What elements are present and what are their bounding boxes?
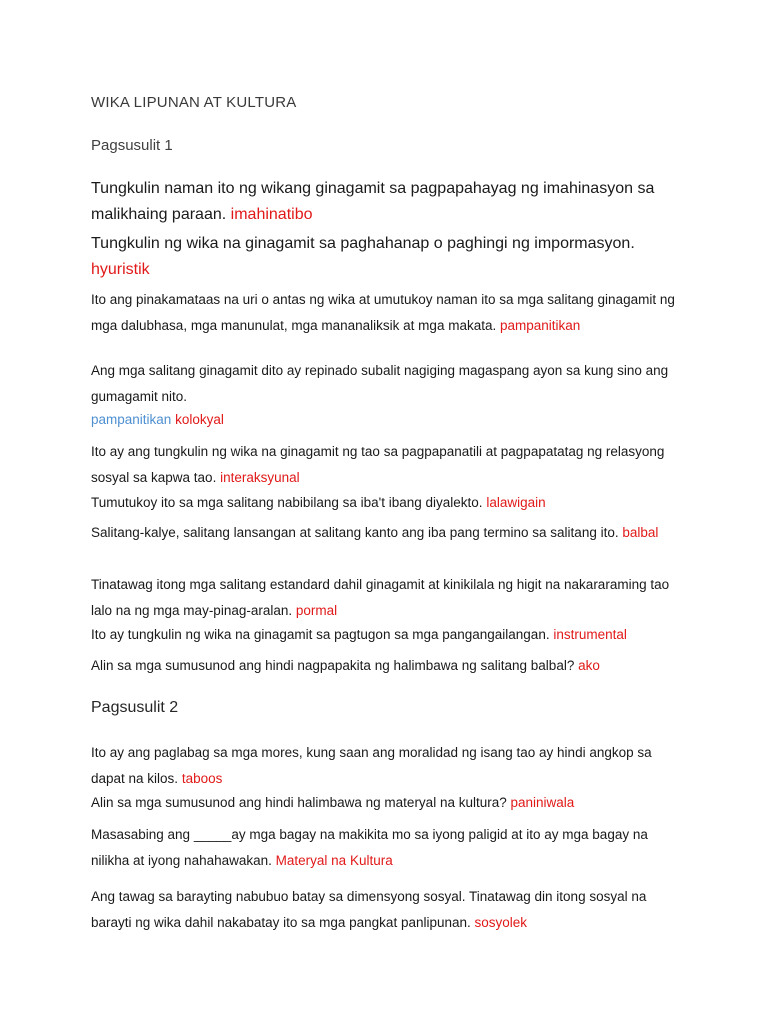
question-item: [91, 740, 681, 792]
question-text: Tungkulin naman ito ng wikang ginagamit sa pagpapahayag ng imahinasyon sa malikhaing paraan.: [91, 180, 655, 223]
question-text: Salitang-kalye, salitang lansangan at salitang kanto ang iba pang termino sa salitang ito.: [91, 525, 619, 540]
answer-text: pampanitikan: [499, 318, 581, 333]
question-item: [91, 622, 681, 648]
question-item: [91, 884, 681, 936]
answer-text: hyuristik: [91, 261, 150, 278]
answer-text: pormal: [295, 603, 338, 618]
question-item: [91, 176, 681, 228]
answer-text: interaksyunal: [220, 470, 300, 485]
alt-answer-text: pampanitikan: [91, 412, 172, 427]
answer-text: Materyal na Kultura: [275, 853, 393, 868]
answer-line: [91, 407, 681, 433]
answer-text: kolokyal: [175, 412, 224, 427]
question-text: Tungkulin ng wika na ginagamit sa paghahanap o paghingi ng impormasyon.: [91, 235, 635, 252]
question-item: [91, 439, 681, 491]
question-text: Ito ay tungkulin ng wika na ginagamit sa pagtugon sa mga pangangailangan.: [91, 627, 550, 642]
question-text: Ito ang pinakamataas na uri o antas ng wika at umutukoy naman ito sa mga salitang ginagamit ng mga dalubhasa, mga manunulat, mga mananaliksik at mga makata.: [91, 292, 675, 333]
document-title: WIKA LIPUNAN AT KULTURA: [91, 94, 297, 111]
answer-text: taboos: [181, 771, 223, 786]
question-text: Ito ay ang paglabag sa mga mores, kung saan ang moralidad ng isang tao ay hindi angkop sa dapat na kilos.: [91, 745, 652, 786]
question-text: Masasabing ang _____ay mga bagay na makikita mo sa iyong paligid at ito ay mga bagay na nilikha at iyong nahahawakan.: [91, 827, 648, 868]
question-text: Ang tawag sa barayting nabubuo batay sa dimensyong sosyal. Tinatawag din itong sosyal na barayti ng wika dahil nakabatay ito sa mga pangkat panlipunan.: [91, 889, 647, 930]
answer-text: ako: [578, 658, 600, 673]
question-item: [91, 822, 681, 874]
answer-text: imahinatibo: [230, 206, 313, 223]
question-item: [91, 520, 681, 546]
question-item: [91, 572, 681, 624]
section-heading-pagsusulit-2: Pagsusulit 2: [91, 699, 179, 716]
answer-text: sosyolek: [474, 915, 528, 930]
question-text: Alin sa mga sumusunod ang hindi nagpapakita ng halimbawa ng salitang balbal?: [91, 658, 575, 673]
question-text: Alin sa mga sumusunod ang hindi halimbawa ng materyal na kultura?: [91, 795, 507, 810]
question-item: [91, 490, 681, 516]
question-text: Tinatawag itong mga salitang estandard dahil ginagamit at kinikilala ng higit na nakararaming tao lalo na ng mga may-pinag-aralan.: [91, 577, 670, 618]
question-item: [91, 790, 681, 816]
question-text: Ito ay ang tungkulin ng wika na ginagamit ng tao sa pagpapanatili at pagpapatatag ng relasyong sosyal sa kapwa tao.: [91, 444, 665, 485]
answer-text: balbal: [622, 525, 659, 540]
answer-text: lalawigain: [486, 495, 546, 510]
question-item: [91, 231, 681, 283]
question-item: [91, 653, 681, 679]
question-item: [91, 358, 681, 410]
question-text: Ang mga salitang ginagamit dito ay repinado subalit nagiging magaspang ayon sa kung sino ang gumagamit nito.: [91, 363, 669, 404]
question-text: Tumutukoy ito sa mga salitang nabibilang sa iba't ibang diyalekto.: [91, 495, 483, 510]
section-heading-pagsusulit-1: Pagsusulit 1: [91, 137, 173, 154]
answer-text: instrumental: [553, 627, 627, 642]
answer-text: paniniwala: [510, 795, 575, 810]
question-item: [91, 287, 681, 339]
